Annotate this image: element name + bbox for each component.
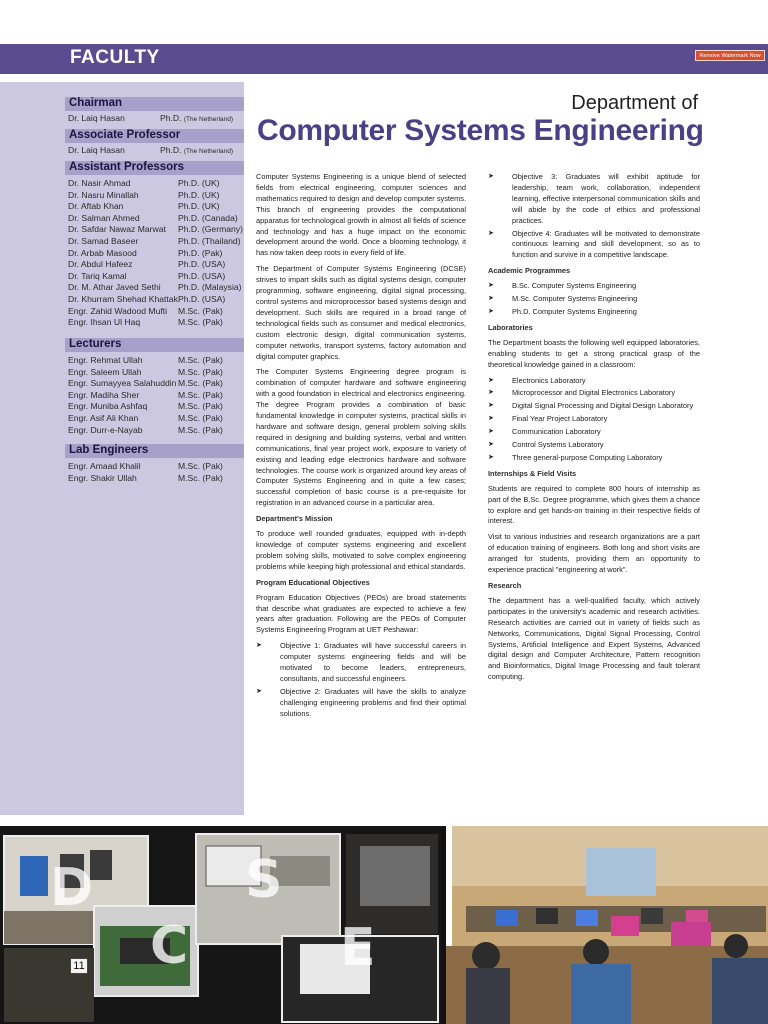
faculty-name: Dr. Nasru Minallah [68,189,139,200]
peo-heading: Program Educational Objectives [256,577,370,587]
faculty-name: Engr. Zahid Wadood Mufti [68,305,168,316]
faculty-degree: Ph.D. (UK) [178,178,220,188]
bullet-arrow-icon: ➤ [488,295,494,303]
page-number: 11 [70,958,88,974]
list-item: ➤ M.Sc. Computer Systems Engineering [488,294,638,304]
intro-paragraph: Computer Systems Engineering is a unique blend of selected fields from electrical engineering, computer sciences and mathematics required to design and develop computer systems. This branch of engineering provides the computational apparatus for technological growth in almost all fields of science and technology and has a huge impact on the economic development around the world. Once a blooming technology, it has now taken deep roots in every field of life. [256,172,466,258]
faculty-name: Engr. Amaad Khalil [68,461,141,471]
chairman-degree: Ph.D. (The Netherland) [160,113,234,123]
bullet-arrow-icon: ➤ [488,229,494,237]
faculty-name: Engr. Shakir Ullah [68,472,137,483]
faculty-name: Dr. Safdar Nawaz Marwat [68,224,166,235]
internship-heading: Internships & Field Visits [488,468,577,478]
bullet-arrow-icon: ➤ [488,376,494,384]
faculty-name: Engr. Sumayyea Salahuddin [68,378,177,389]
list-item: ➤ Digital Signal Processing and Digital Design Laboratory [488,401,694,411]
faculty-name: Dr. Khurram Shehad Khattak [68,294,178,304]
research-paragraph: The department has a well-qualified faculty, which actively participates in the university's academic and research activities. Research activities are carried out in variety of fields such as Networks, Communications, Digital Signal Processing, Control Systems, Artificial Intelligence and Expert Systems, Advanced digital design and Computer Architecture, Pattern recognition and Bioinformatics, Digital Image Processing and fault tolerant computing. [488,595,700,682]
faculty-degree: Ph.D. (Germany) [178,224,243,235]
faculty-degree: M.Sc. (Pak) [178,378,223,389]
photo-strip [0,826,768,1024]
faculty-degree: M.Sc. (Pak) [178,355,223,365]
list-item: ➤ Ph.D. Computer Systems Engineering [488,306,637,316]
collage-letter-d: D [50,858,94,918]
department-prefix: Department of [571,92,698,114]
faculty-degree: Ph.D. (UK) [178,189,220,200]
faculty-degree: M.Sc. (Pak) [178,461,223,471]
faculty-degree: M.Sc. (Pak) [178,366,223,377]
header-bar [0,44,768,74]
bullet-arrow-icon: ➤ [256,687,262,695]
faculty-degree: M.Sc. (Pak) [178,305,223,316]
associate-name: Dr. Laiq Hasan [68,145,125,155]
faculty-name: Dr. Tariq Kamal [68,270,127,281]
faculty-name: Engr. Madiha Sher [68,389,140,400]
labs-intro: The Department boasts the following well equipped laboratories, enabling students to get a strong practical grasp of the theoretical knowledge gained in a classroom: [488,337,700,369]
list-item: ➤ Communication Laboratory [488,427,601,437]
bullet-arrow-icon: ➤ [488,389,494,397]
program-paragraph: The Computer Systems Engineering degree program is combination of computer hardware and software engineering with a good foundation in electrical and electronics engineering. The degree Program provides a combination of basic fundamental knowledge in computer systems, practical skills in hardware and software design, general problem solving skills required in designing and building systems, verbal and written communications, final year project work, exposure to variety of existing and leading edge electronics hardware and software technologies. The course work is organized around key areas of Computer Systems Engineering and in quite a few cases; successful completion of basic course is a pre-requisite for registration in an advanced course in a particular area. [256,367,466,508]
lecturers-heading: Lecturers [65,338,244,352]
objectives-list-right [488,172,700,261]
left-column [256,172,466,725]
faculty-degree: M.Sc. (Pak) [178,317,223,328]
bullet-arrow-icon: ➤ [256,642,262,650]
list-item: ➤ Control Systems Laboratory [488,440,604,450]
bullet-arrow-icon: ➤ [488,173,494,180]
faculty-name: Engr. Asif Ali Khan [68,413,139,423]
faculty-degree: Ph.D. (Canada) [178,212,238,223]
bullet-arrow-icon: ➤ [488,307,494,315]
faculty-degree: Ph.D. (Malaysia) [178,282,242,293]
faculty-degree: Ph.D. (Thailand) [178,236,241,246]
faculty-degree: M.Sc. (Pak) [178,401,223,412]
faculty-degree: Ph.D. (Pak) [178,247,223,258]
faculty-degree: Ph.D. (USA) [178,294,226,304]
labs-heading: Laboratories [488,322,533,332]
lab-photo-collage [0,826,442,1024]
bullet-arrow-icon: ➤ [488,282,494,290]
list-item: ➤ B.Sc. Computer Systems Engineering [488,281,637,291]
faculty-name: Engr. Muniba Ashfaq [68,401,148,412]
list-item: ➤ Objective 3: Graduates will exhibit aptitude for leadership, team work, collaboration, independent learning, effective interpersonal communication skills and will abide by the code of ethics and professional practices. [488,172,700,225]
right-column [488,172,700,688]
collage-letter-e: E [340,918,376,978]
dcse-paragraph: The Department of Computer Systems Engineering (DCSE) strives to impart skills such as digital systems design, computer programming, software engineering, digital signal processing, control systems and microprocessor based systems design and development. Such skills are required in a broad range of technological fields such as consumer and medical electronics, custom electronic design, digital communication systems, computer networks, transport systems, factory automation and digital computer graphics. [256,264,466,361]
faculty-name: Dr. Nasir Ahmad [68,178,131,188]
list-item: ➤ Objective 2: Graduates will have the skills to analyze challenging engineering problems and find their optimal solutions. [256,686,466,718]
faculty-degree: Ph.D. (UK) [178,201,220,212]
faculty-degree: M.Sc. (Pak) [178,413,223,423]
faculty-name: Dr. Salman Ahmed [68,212,140,223]
list-item: ➤ Three general-purpose Computing Laboratory [488,452,663,462]
bullet-arrow-icon: ➤ [488,453,494,461]
faculty-degree: M.Sc. (Pak) [178,472,223,483]
department-title: Computer Systems Engineering [257,114,704,147]
faculty-degree: M.Sc. (Pak) [178,389,223,400]
computer-lab-photo [446,826,768,1024]
chairman-name: Dr. Laiq Hasan [68,113,125,123]
objectives-list-left [256,641,466,719]
bullet-arrow-icon: ➤ [488,428,494,436]
collage-letter-s: S [245,850,283,910]
faculty-name: Engr. Durr-e-Nayab [68,424,143,435]
classroom-scene [446,826,768,1024]
research-heading: Research [488,581,522,590]
list-item: ➤ Final Year Project Laboratory [488,414,608,424]
mission-paragraph: To produce well rounded graduates, equipped with in-depth knowledge of computer systems engineering and excellent problem solving skills, motivated to solve complex engineering problems while keeping high professional and ethical standards. [256,529,466,571]
faculty-name: Engr. Rehmat Ullah [68,355,143,365]
list-item: ➤ Electronics Laboratory [488,375,586,385]
faculty-name: Dr. Samad Baseer [68,236,139,246]
associate-heading: Associate Professor [65,129,244,143]
associate-degree: Ph.D. (The Netherland) [160,145,234,155]
faculty-degree: Ph.D. (USA) [178,270,226,281]
faculty-name: Dr. Abdul Hafeez [68,259,133,270]
mission-heading: Department's Mission [256,514,333,524]
faculty-degree: M.Sc. (Pak) [178,424,223,435]
bullet-arrow-icon: ➤ [488,441,494,449]
faculty-name: Engr. Saleem Ullah [68,366,142,377]
faculty-name: Dr. M. Athar Javed Sethi [68,282,161,293]
assistant-heading: Assistant Professors [65,161,244,175]
remove-watermark-button[interactable]: Remove Watermark Now [695,50,765,61]
chairman-heading: Chairman [65,97,244,111]
lab-heading: Lab Engineers [65,444,244,458]
faculty-degree: Ph.D. (USA) [178,259,226,270]
faculty-name: Dr. Arbab Masood [68,247,137,258]
peo-paragraph: Program Education Objectives (PEOs) are broad statements that describe what graduates are expected to achieve a few years after graduation. Following are the PEOs of Computer Systems Engineering Program at UET Peshawar: [256,592,466,635]
section-title: FACULTY [70,47,160,68]
list-item: ➤ Objective 1: Graduates will have successful careers in computer systems engineering fields and will be motivated to become leaders, entrepreneurs, consultants, and successful engineers. [256,641,466,683]
bullet-arrow-icon: ➤ [488,415,494,423]
list-item: ➤ Microprocessor and Digital Electronics Laboratory [488,388,676,398]
labs-list [488,376,700,464]
internship-paragraph: Students are required to complete 800 hours of internship as part of the B.Sc. Degree programme, which gives them a chance to explore and get hands-on training in their respective fields of interest. [488,483,700,526]
programme-list [488,281,700,318]
collage-letter-c: C [150,916,189,976]
collage-photos [0,826,442,1024]
list-item: ➤ Objective 4: Graduates will be motivated to demonstrate continuous learning and skill development, so as to function and survive in a competitive landscape. [488,228,700,260]
faculty-name: Dr. Aftab Khan [68,201,124,212]
field-visits-paragraph: Visit to various industries and research organizations are a part of education training of engineers. Both long and short visits are arranged for students, providing them an opportunity to experience practical "engineering at work". [488,532,700,575]
faculty-name: Engr. Ihsan Ul Haq [68,317,141,328]
academic-heading: Academic Programmes [488,266,571,276]
bullet-arrow-icon: ➤ [488,402,494,410]
